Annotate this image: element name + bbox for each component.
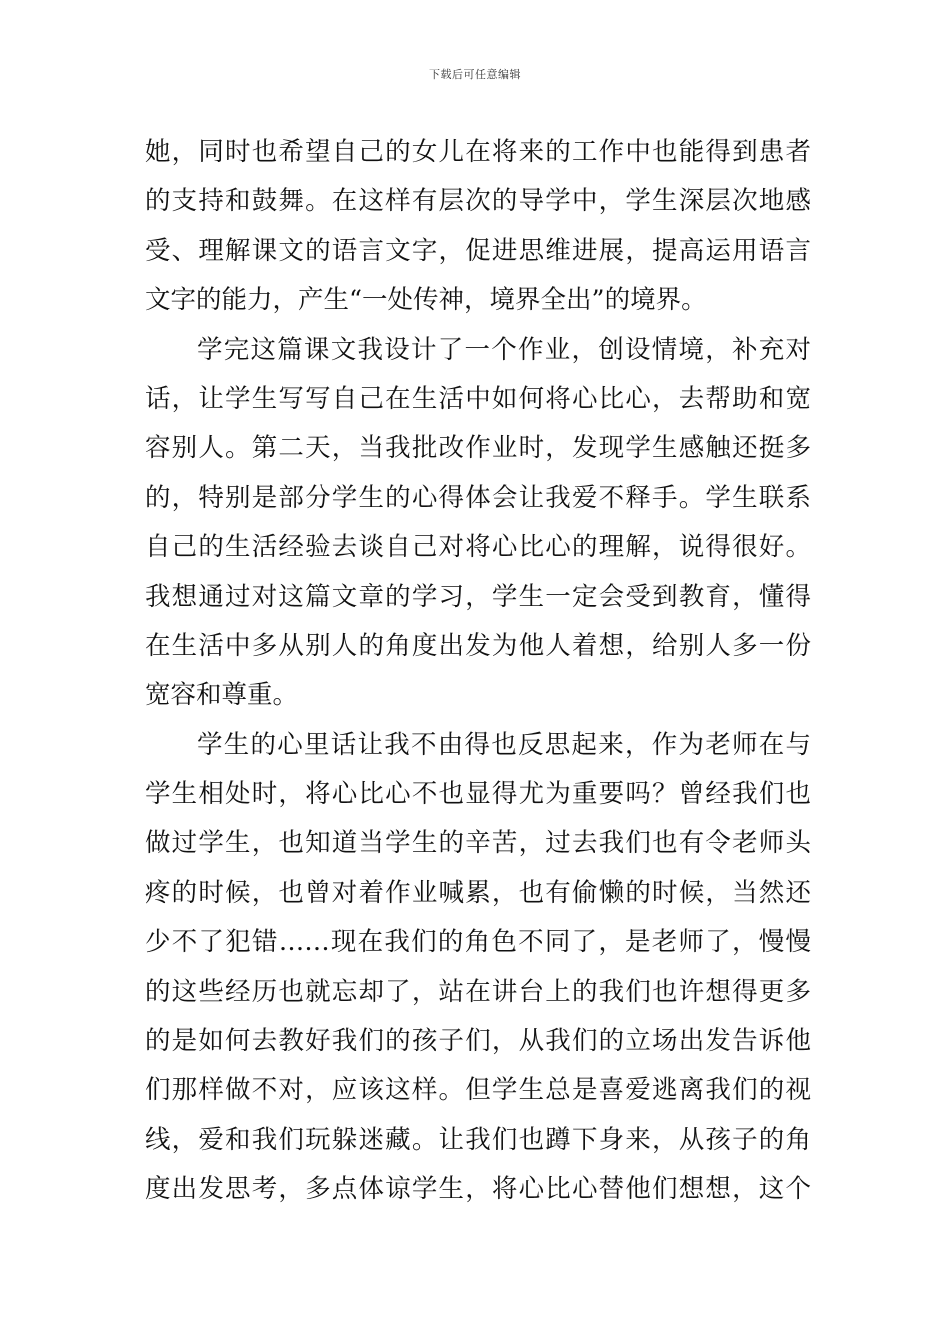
- text-line: 我想通过对这篇文章的学习，学生一定会受到教育，懂得: [145, 581, 811, 612]
- text-line: 话，让学生写写自己在生活中如何将心比心，去帮助和宽: [145, 383, 811, 414]
- text-line: 容别人。第二天，当我批改作业时，发现学生感触还挺多: [145, 433, 811, 464]
- paragraph-first-line: 学生的心里话让我不由得也反思起来，作为老师在与: [197, 729, 811, 760]
- text-line: 自己的生活经验去谈自己对将心比心的理解，说得很好。: [145, 532, 811, 563]
- text-line: 受、理解课文的语言文字，促进思维进展，提高运用语言: [145, 235, 811, 266]
- text-line: 少不了犯错……现在我们的角色不同了，是老师了，慢慢: [145, 927, 811, 958]
- paragraph-first-line: 学完这篇课文我设计了一个作业，创设情境，补充对: [197, 334, 811, 365]
- page-header: 下载后可任意编辑: [429, 68, 521, 81]
- text-line: 宽容和尊重。: [145, 680, 299, 711]
- text-line: 的支持和鼓舞。在这样有层次的导学中，学生深层次地感: [145, 186, 811, 217]
- text-line: 们那样做不对，应该这样。但学生总是喜爱逃离我们的视: [145, 1075, 811, 1106]
- text-line: 的这些经历也就忘却了，站在讲台上的我们也许想得更多: [145, 976, 811, 1007]
- text-line: 的是如何去教好我们的孩子们，从我们的立场出发告诉他: [145, 1026, 811, 1057]
- text-line: 学生相处时，将心比心不也显得尤为重要吗？曾经我们也: [145, 779, 811, 810]
- body-text: [145, 128, 811, 1215]
- text-line: 疼的时候，也曾对着作业喊累，也有偷懒的时候，当然还: [145, 877, 811, 908]
- text-line: 的，特别是部分学生的心得体会让我爱不释手。学生联系: [145, 482, 811, 513]
- text-line: 文字的能力，产生“一处传神，境界全出”的境界。: [145, 285, 707, 316]
- text-line: 度出发思考，多点体谅学生，将心比心替他们想想，这个: [145, 1174, 811, 1205]
- text-line: 在生活中多从别人的角度出发为他人着想，给别人多一份: [145, 630, 811, 661]
- text-line: 线，爱和我们玩躲迷藏。让我们也蹲下身来，从孩子的角: [145, 1124, 811, 1155]
- text-line: 她，同时也希望自己的女儿在将来的工作中也能得到患者: [145, 137, 811, 167]
- text-line: 做过学生，也知道当学生的辛苦，过去我们也有令老师头: [145, 828, 811, 859]
